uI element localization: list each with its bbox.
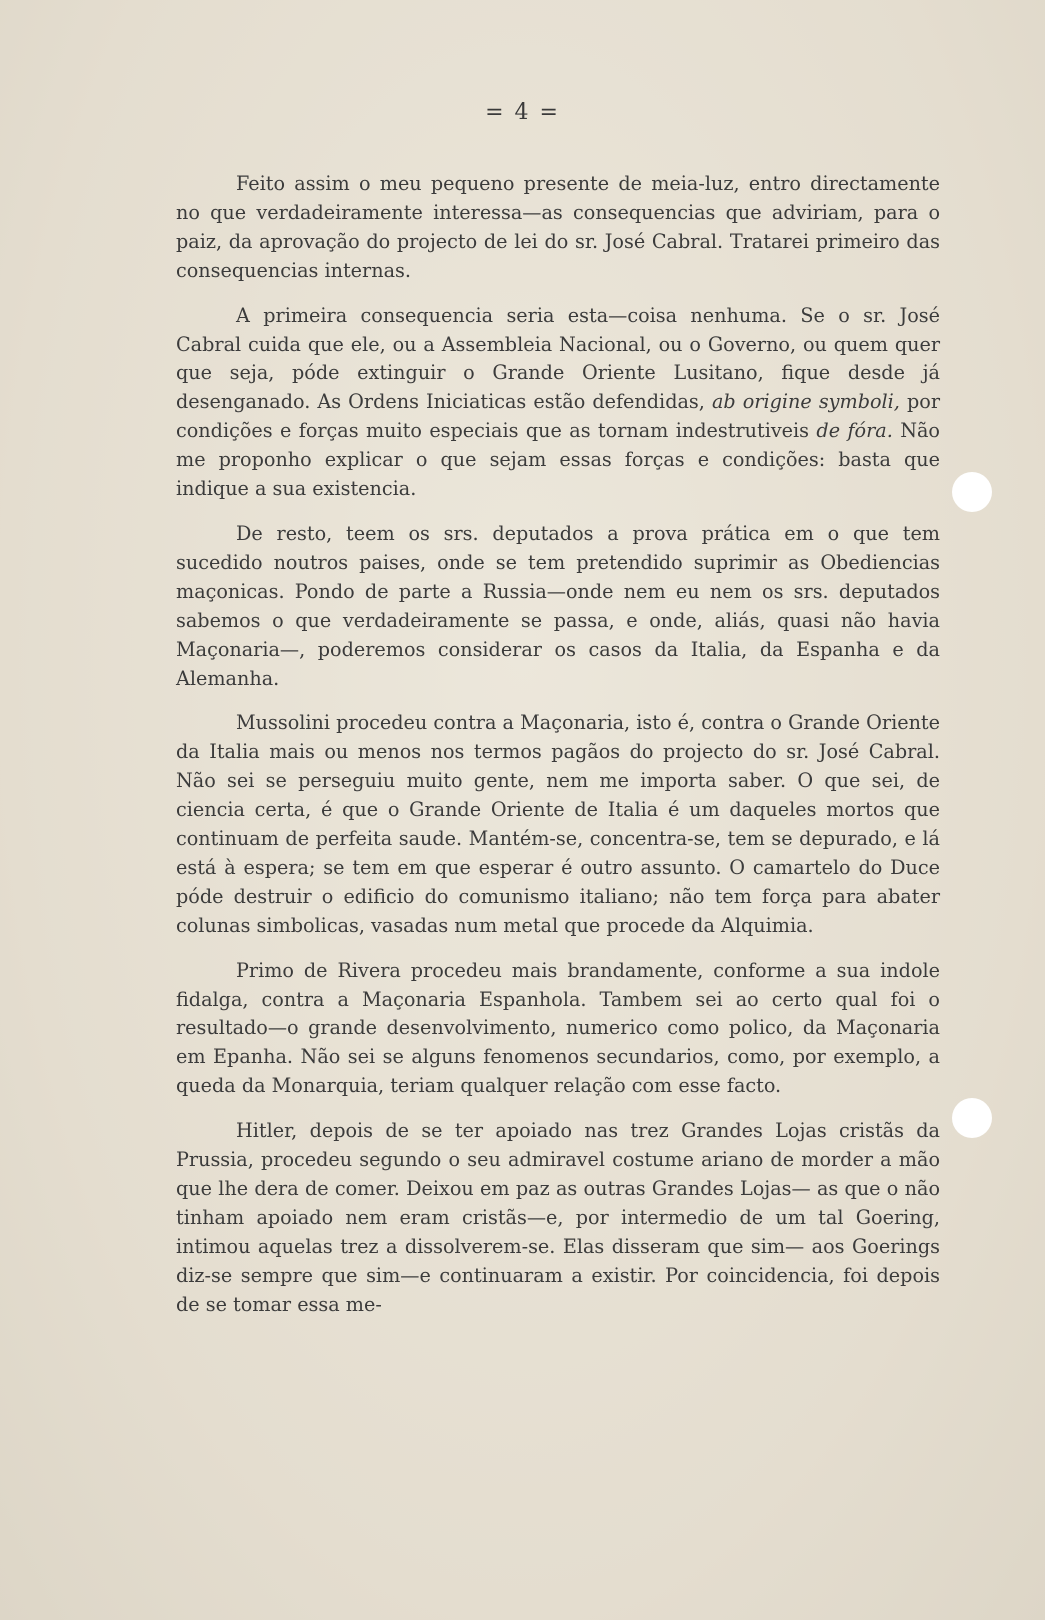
paragraph-text-segment: por condições e forças muito especiais que as tornam indestrutiveis <box>176 390 941 443</box>
page-number: = 4 = <box>485 100 560 125</box>
paragraph-text-segment: A primeira consequencia seria esta—coisa nenhuma. Se o sr. José Cabral cuida que ele, ou a Assembleia Nacional, ou o Governo, ou quem quer que seja, póde extinguir o Grande Oriente Lusitano, fique desde já desenganado. As Ordens Iniciaticas estão defendidas, <box>176 303 940 414</box>
paragraph-first-consequence <box>176 302 940 504</box>
paragraph-text-segment: Não me proponho explicar o que sejam essas forças e condições: basta que indique a sua existencia. <box>176 419 940 501</box>
italic-phrase-de-fora: de fóra. <box>816 419 893 443</box>
paragraph-hitler: Hitler, depois de se ter apoiado nas trez Grandes Lojas cristãs da Prussia, procedeu segundo o seu admiravel costume ariano de morder a mão que lhe dera de comer. Deixou em paz as outras Grandes Lojas— as que o não tinham apoiado nem eram cristãs—e, por intermedio de um tal Goering, intimou aquelas trez a dissolverem-se. Elas disseram que sim— aos Goerings diz-se sempre que sim—e continuaram a existir. Por coincidencia, foi depois de se tomar essa me- <box>176 1119 940 1316</box>
paragraph-mussolini: Mussolini procedeu contra a Maçonaria, isto é, contra o Grande Oriente da Italia mais ou menos nos termos pagãos do projecto do sr. José Cabral. Não sei se perseguiu muito gente, nem me importa saber. O que sei, de ciencia certa, é que o Grande Oriente de Italia é um daqueles mortos que continuam de perfeita saude. Mantém-se, concentra-se, tem se depurado, e lá está à espera; se tem em que esperar é outro assunto. O camartelo do Duce póde destruir o edificio do comunismo italiano; não tem força para abater colunas simbolicas, vasadas num metal que procede da Alquimia. <box>176 711 940 937</box>
paragraph-consequences-intro: Feito assim o meu pequeno presente de meia-luz, entro directamente no que verdadeiramente interessa—as consequencias que adviriam, para o paiz, da aprovação do projecto de lei do sr. José Cabral. Tratarei primeiro das consequencias internas. <box>176 172 940 282</box>
body-text <box>176 170 940 1320</box>
paragraph-primo-de-rivera: Primo de Rivera procedeu mais brandamente, conforme a sua indole fidalga, contra a Maçonaria Espanhola. Tambem sei ao certo qual foi o resultado—o grande desenvolvimento, numerico como polico, da Maçonaria em Epanha. Não sei se alguns fenomenos secundarios, como, por exemplo, a queda da Monarquia, teriam qualquer relação com esse facto. <box>176 958 940 1098</box>
punch-hole-bottom <box>952 1098 992 1138</box>
paragraph-other-countries: De resto, teem os srs. deputados a prova prática em o que tem sucedido noutros paises, onde se tem pretendido suprimir as Obediencias maçonicas. Pondo de parte a Russia—onde nem eu nem os srs. deputados sabemos o que verdadeiramente se passa, e onde, aliás, quasi não havia Maçonaria—, poderemos considerar os casos da Italia, da Espanha e da Alemanha. <box>176 521 940 690</box>
italic-phrase-ab-origine: ab origine symboli, <box>711 390 900 414</box>
punch-hole-top <box>952 472 992 512</box>
